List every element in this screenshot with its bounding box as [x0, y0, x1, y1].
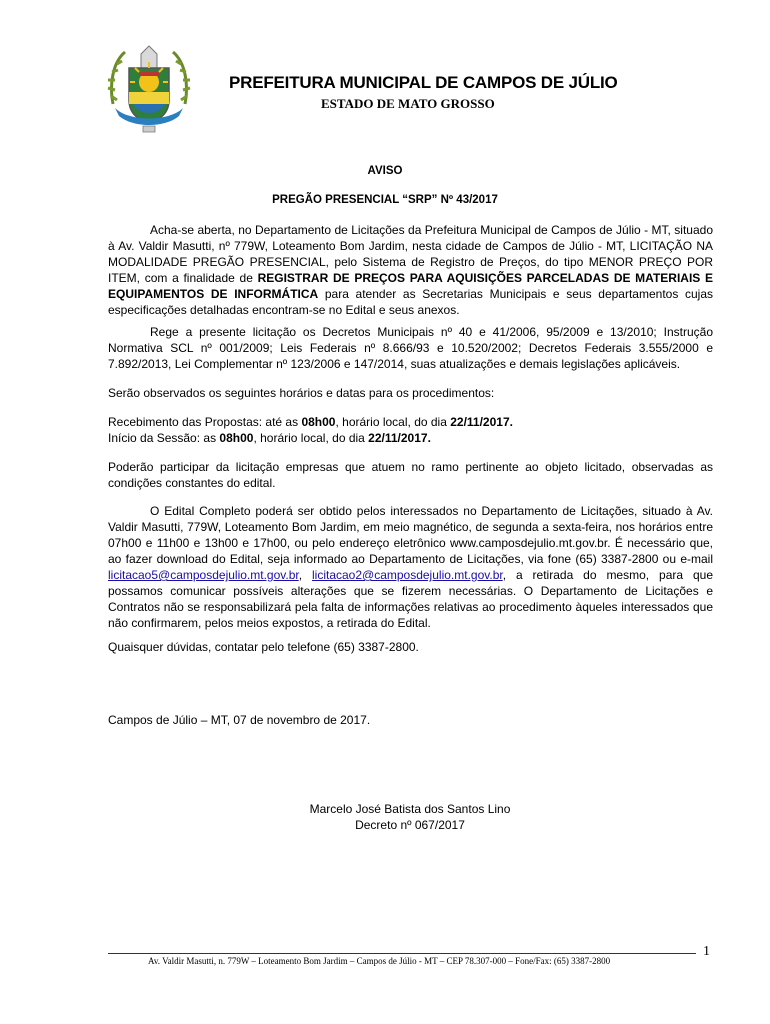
edital-text-end: , a retirada do mesmo, para que possamos comunicar possíveis alterações que se fizerem necessárias. O Departamento de Licitações e Contratos não se responsabilizará pela falta de informações relativas ao procedimento àqueles interessados que não confirmarem, pelos meios expostos, a retirada do Edital.	[108, 568, 713, 630]
opening-text-end: para atender as Secretarias Municipais e seus departamentos cujas especificações detalhadas encontram-se no Edital e seus anexos.	[108, 287, 713, 317]
notice-heading: AVISO	[367, 165, 403, 177]
contact-text: Quaisquer dúvidas, contatar pelo telefone (65) 3387-2800.	[108, 640, 419, 654]
edital-text: O Edital Completo poderá ser obtido pelos interessados no Departamento de Licitações, situado à Av. Valdir Masutti, 779W, Loteamento Bom Jardim, em meio magnético, de segunda a sexta-feira, nos horários entre 07h00 e 11h00 e 13h00 e 17h00, ou pelo endereço eletrônico www.camposdejulio.mt.gov.br. É necessário que, ao fazer download do Edital, seja informado ao Departamento de Licitações, via fone (65) 3387-2800 ou e-mail	[108, 504, 713, 566]
session-mid: , horário local, do dia	[253, 431, 369, 445]
session-label: Início da Sessão: as	[108, 431, 220, 445]
footer-address: Av. Valdir Masutti, n. 779W – Loteamento Bom Jardim – Campos de Júlio - MT – CEP 78.307-000 – Fone/Fax: (65) 3387-2800	[148, 956, 611, 966]
municipality-title: PREFEITURA MUNICIPAL DE CAMPOS DE JÚLIO	[229, 73, 618, 92]
opening-text: Acha-se aberta, no Departamento de Licitações da Prefeitura Municipal de Campos de Júlio - MT, situado à Av. Valdir Masutti, nº 779W, Loteamento Bom Jardim, nesta cidade de Campos de Júlio - MT, LICITAÇÃO NA MODALIDADE PREGÃO PRESENCIAL, pelo Sistema de Registro de Preços, do tipo MENOR PREÇO POR ITEM, com a finalidade de	[108, 223, 713, 285]
session-time: 08h00	[219, 431, 254, 445]
state-subtitle: ESTADO DE MATO GROSSO	[321, 96, 495, 111]
object-text: REGISTRAR DE PREÇOS PARA AQUISIÇÕES PARCELADAS DE MATERIAIS E EQUIPAMENTOS DE INFORMÁTICA	[108, 271, 713, 301]
opening-paragraph	[108, 222, 713, 318]
schedule-intro	[108, 385, 713, 401]
page-number: 1	[703, 944, 710, 959]
receipt-time: 08h00	[301, 415, 336, 429]
receipt-line	[108, 414, 713, 430]
receipt-mid: , horário local, do dia	[335, 415, 451, 429]
participation-text: Poderão participar da licitação empresas que atuem no ramo pertinente ao objeto licitado, observadas as condições constantes do edital.	[108, 460, 713, 490]
session-date: 22/11/2017.	[368, 431, 431, 445]
email-link-licitacao2[interactable]: licitacao2@camposdejulio.mt.gov.br	[311, 568, 503, 582]
session-line	[108, 430, 713, 446]
place-date-text: Campos de Júlio – MT, 07 de novembro de 2017.	[108, 713, 371, 727]
footer-divider	[108, 953, 696, 954]
edital-paragraph	[108, 503, 713, 631]
email-link-licitacao5[interactable]: licitacao5@camposdejulio.mt.gov.br	[108, 568, 299, 582]
signatory-name: Marcelo José Batista dos Santos Lino	[309, 802, 511, 816]
contact-paragraph	[108, 639, 713, 655]
email-separator: ,	[298, 568, 312, 582]
coat-of-arms-icon	[103, 42, 195, 134]
participation-paragraph	[108, 459, 713, 491]
signatory-decree: Decreto nº 067/2017	[355, 818, 465, 832]
place-date	[108, 712, 713, 728]
schedule-block	[108, 414, 713, 446]
legislation-text: Rege a presente licitação os Decretos Municipais nº 40 e 41/2006, 95/2009 e 13/2010; Instrução Normativa SCL nº 001/2009; Leis Federais nº 8.666/93 e 10.520/2002; Decretos Federais 3.555/2000 e 7.892/2013, Lei Complementar nº 123/2006 e 147/2014, suas atualizações e demais legislações aplicáveis.	[108, 325, 713, 371]
legislation-paragraph	[108, 324, 713, 372]
procedure-title: PREGÃO PRESENCIAL “SRP” Nº 43/2017	[272, 194, 498, 206]
receipt-label: Recebimento das Propostas: até as	[108, 415, 302, 429]
receipt-date: 22/11/2017.	[450, 415, 513, 429]
schedule-intro-text: Serão observados os seguintes horários e datas para os procedimentos:	[108, 386, 495, 400]
